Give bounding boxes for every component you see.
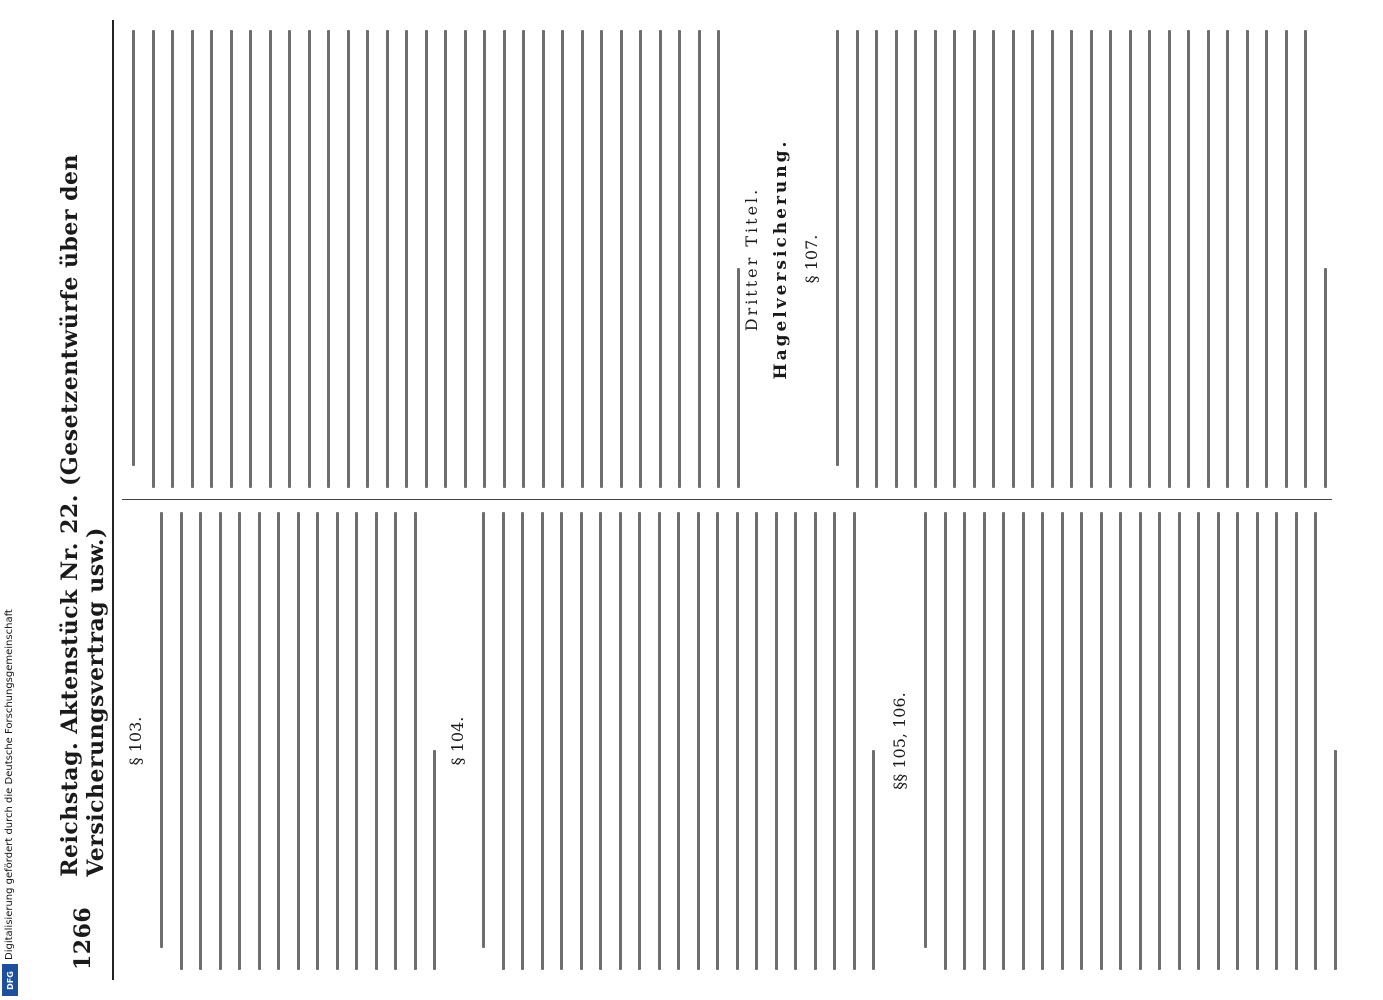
text-line <box>238 512 241 970</box>
text-line <box>425 30 428 488</box>
text-line <box>327 30 330 488</box>
text-line <box>1158 512 1161 970</box>
text-line <box>561 30 564 488</box>
text-line <box>336 512 339 970</box>
text-line <box>736 512 739 970</box>
text-line <box>502 512 505 970</box>
text-line <box>269 30 272 488</box>
text-line <box>973 30 976 488</box>
text-line <box>171 30 174 488</box>
text-line <box>1178 512 1181 970</box>
text-line <box>1217 512 1220 970</box>
text-line <box>875 30 878 488</box>
text-line <box>1061 512 1064 970</box>
text-line <box>1168 30 1171 488</box>
text-line <box>895 30 898 488</box>
text-line <box>944 512 947 970</box>
text-line <box>521 512 524 970</box>
text-line <box>219 512 222 970</box>
text-line <box>814 512 817 970</box>
text-line <box>833 512 836 970</box>
text-line <box>600 30 603 488</box>
text-line <box>1324 268 1327 488</box>
text-line <box>580 512 583 970</box>
text-line <box>1080 512 1083 970</box>
text-line <box>737 268 740 488</box>
digitization-credit-text: Digitalisierung gefördert durch die Deutsche Forschungsgemeinschaft <box>4 609 15 960</box>
text-line <box>619 512 622 970</box>
text-line <box>853 512 856 970</box>
text-line <box>405 30 408 488</box>
text-line <box>1012 30 1015 488</box>
text-line <box>755 512 758 970</box>
text-line <box>914 30 917 488</box>
text-line <box>620 30 623 488</box>
column-separator <box>122 499 1332 500</box>
text-line <box>1197 512 1200 970</box>
text-line <box>1148 30 1151 488</box>
text-line <box>542 30 545 488</box>
text-line <box>1256 512 1259 970</box>
text-line <box>1265 30 1268 488</box>
text-line <box>992 30 995 488</box>
text-line <box>924 512 927 948</box>
section-title-hagelversicherung: Hagelversicherung. <box>771 138 791 380</box>
section-heading-107: § 107. <box>802 234 821 284</box>
text-line <box>1246 30 1249 488</box>
right-column <box>122 30 1332 488</box>
text-line <box>541 512 544 970</box>
text-line <box>1334 750 1337 970</box>
text-line <box>638 512 641 970</box>
text-line <box>347 30 350 488</box>
text-line <box>856 30 859 488</box>
text-line <box>963 512 966 970</box>
text-line <box>1139 512 1142 970</box>
section-heading-104: § 104. <box>448 716 467 766</box>
text-line <box>316 512 319 970</box>
text-line <box>375 512 378 970</box>
text-line <box>180 512 183 970</box>
text-line <box>1295 512 1298 970</box>
dfg-logo <box>2 964 18 996</box>
text-line <box>1109 30 1112 488</box>
text-line <box>717 30 720 488</box>
text-line <box>1226 30 1229 488</box>
text-line <box>522 30 525 488</box>
running-header <box>58 30 108 970</box>
text-line <box>1275 512 1278 970</box>
text-line <box>199 512 202 970</box>
text-line <box>678 30 681 488</box>
text-line <box>1002 512 1005 970</box>
dfg-logo-text: DFG <box>5 970 15 990</box>
text-line <box>444 30 447 488</box>
text-line <box>581 30 584 488</box>
text-line <box>132 30 135 466</box>
section-heading-105-106: §§ 105, 106. <box>890 692 909 790</box>
text-line <box>872 750 875 970</box>
text-line <box>394 512 397 970</box>
text-line <box>297 512 300 970</box>
text-line <box>775 512 778 970</box>
text-line <box>191 30 194 488</box>
text-line <box>658 512 661 970</box>
text-line <box>210 30 213 488</box>
text-line <box>483 30 486 488</box>
text-line <box>1207 30 1210 488</box>
text-line <box>230 30 233 488</box>
left-column <box>122 512 1332 970</box>
text-line <box>503 30 506 488</box>
text-line <box>1119 512 1122 970</box>
text-line <box>1070 30 1073 488</box>
text-line <box>1090 30 1093 488</box>
text-line <box>639 30 642 488</box>
text-line <box>308 30 311 488</box>
text-line <box>160 512 163 948</box>
text-line <box>716 512 719 970</box>
chapter-heading: Dritter Titel. <box>742 186 761 332</box>
text-line <box>288 30 291 488</box>
text-line <box>464 30 467 488</box>
text-line <box>560 512 563 970</box>
text-line <box>414 512 417 970</box>
page-title: Reichstag. Aktenstück Nr. 22. (Gesetzentwürfe über den Versicherungsvertrag usw.) <box>57 153 109 877</box>
text-line <box>983 512 986 970</box>
text-line <box>1051 30 1054 488</box>
rotated-page-scan <box>50 0 1350 1000</box>
text-line <box>1285 30 1288 488</box>
text-line <box>1304 30 1307 488</box>
text-line <box>659 30 662 488</box>
text-line <box>433 750 436 970</box>
text-line <box>599 512 602 970</box>
page-number: 1266 <box>70 906 96 970</box>
text-line <box>697 512 700 970</box>
text-line <box>258 512 261 970</box>
text-line <box>677 512 680 970</box>
text-line <box>1022 512 1025 970</box>
text-line <box>934 30 937 488</box>
text-line <box>836 30 839 466</box>
header-rule <box>112 20 114 980</box>
text-line <box>698 30 701 488</box>
section-heading-103: § 103. <box>126 716 145 766</box>
text-line <box>355 512 358 970</box>
text-line <box>482 512 485 948</box>
text-line <box>953 30 956 488</box>
text-line <box>1041 512 1044 970</box>
text-line <box>366 30 369 488</box>
text-line <box>152 30 155 488</box>
text-line <box>1129 30 1132 488</box>
text-line <box>1187 30 1190 488</box>
text-line <box>1236 512 1239 970</box>
digitization-credit <box>2 0 18 1000</box>
text-line <box>1031 30 1034 488</box>
text-line <box>1314 512 1317 970</box>
text-line <box>386 30 389 488</box>
text-line <box>794 512 797 970</box>
text-line <box>1100 512 1103 970</box>
text-line <box>277 512 280 970</box>
text-line <box>249 30 252 488</box>
